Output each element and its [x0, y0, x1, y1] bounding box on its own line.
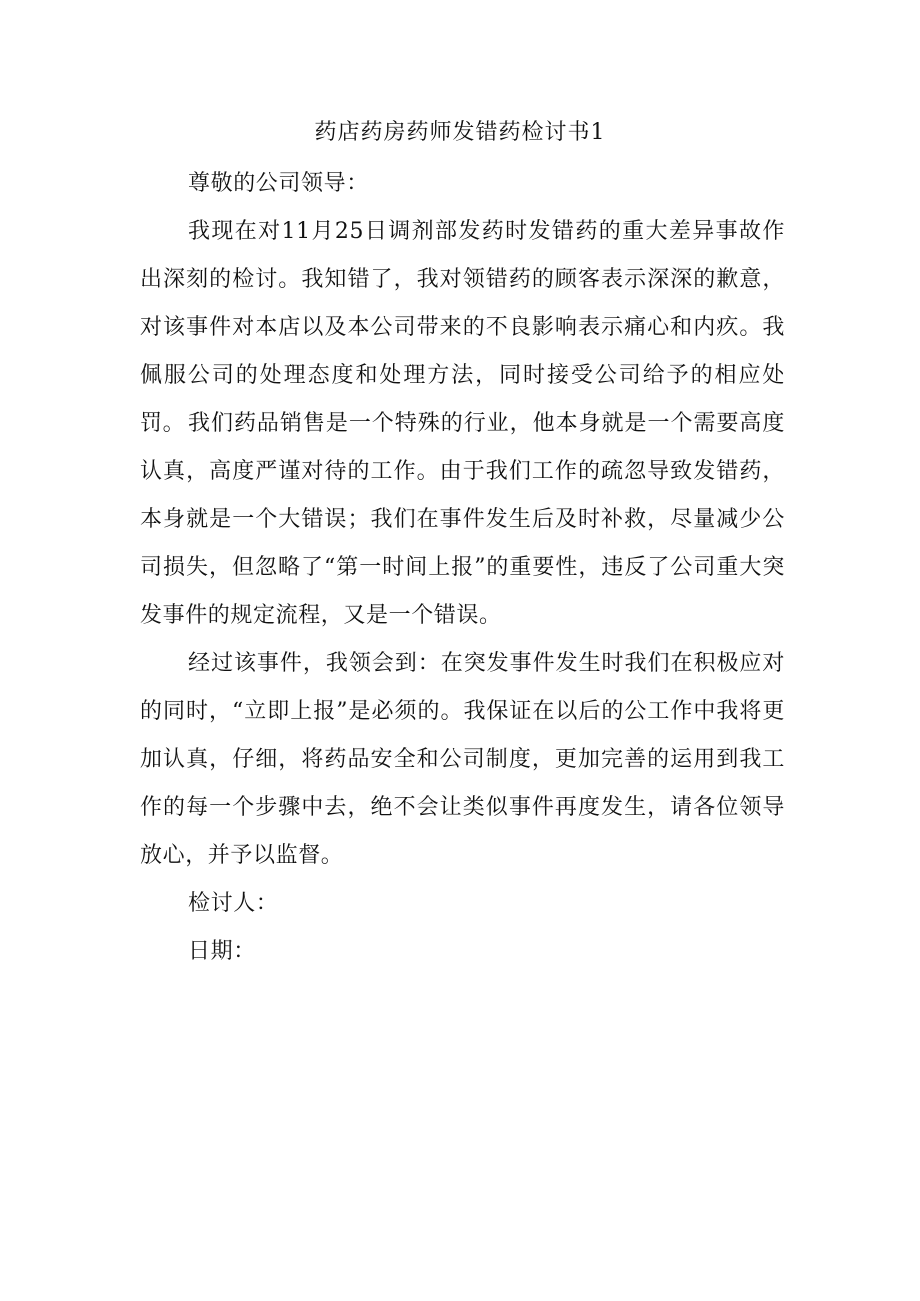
- signature-label: 检讨人：: [188, 891, 279, 916]
- document-title: 药店药房药师发错药检讨书1: [314, 120, 606, 145]
- paragraph-commitment: 经过该事件，我领会到：在突发事件发生时我们在积极应对的同时，“立即上报”是必须的。我保证在以后的公工作中我将更加认真，仔细，将药品安全和公司制度，更加完善的运用到我工作的每一个步骤中去，绝不会让类似事件再度发生，请各位领导放心，并予以监督。: [140, 651, 785, 868]
- paragraph-error-analysis: 我们药品销售是一个特殊的行业，他本身就是一个需要高度认真，高度严谨对待的工作。由于我们工作的疏忽导致发错药，本身就是一个大错误；我们在事件发生后及时补救，尽量减少公司损失，但忽略了“第一时间上报”的重要性，违反了公司重大突发事件的规定流程，又是一个错误。: [140, 411, 785, 628]
- salutation: 尊敬的公司领导：: [188, 171, 369, 196]
- date-label: 日期：: [188, 939, 256, 964]
- paragraph-apology: 我现在对11月25日调剂部发药时发错药的重大差异事故作出深刻的检讨。我知错了，我对领错药的顾客表示深深的歉意，对该事件对本店以及本公司带来的不良影响表示痛心和内疚。我佩服公司的处理态度和处理方法，同时接受公司给予的相应处罚。: [140, 219, 785, 436]
